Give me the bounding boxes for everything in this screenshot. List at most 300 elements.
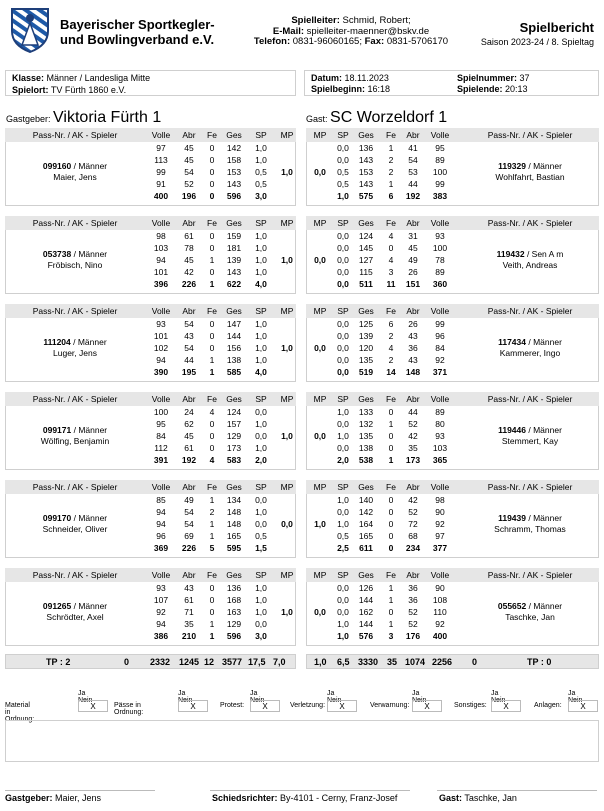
col-header-fe: Fe [386,218,396,228]
check-box[interactable]: X [412,700,442,712]
total-cell: 226 [181,279,197,289]
total-cell: 400 [432,631,448,641]
score-cell: 148 [226,507,242,517]
score-cell: 0 [209,431,215,441]
score-cell: 1,0 [255,607,267,617]
score-cell: 144 [358,595,374,605]
total-cell: 583 [226,455,242,465]
col-header-player: Pass-Nr. / AK - Spieler [487,394,573,404]
match-time-box: Datum: 18.11.2023 Spielbeginn: 16:18 Spielnummer: 37 Spielende: 20:13 [304,70,599,96]
footer-referee-signature: Schiedsrichter: By-4101 - Cerny, Franz-Josef [212,793,398,803]
score-cell: 35 [408,443,418,453]
score-cell: 143 [358,155,374,165]
col-header-sp: SP [255,306,267,316]
player-name: 119439 / Männer Schramm, Thomas [494,513,566,534]
score-cell: 43 [184,583,194,593]
score-cell: 31 [408,231,418,241]
col-header-mp: MP [313,130,327,140]
col-header-fe: Fe [386,482,396,492]
score-cell: 92 [435,355,445,365]
total-cell: 148 [405,367,421,377]
score-cell: 1,0 [255,355,267,365]
col-header-sp: SP [255,394,267,404]
match-point: 0,0 [314,607,326,617]
player-name: 119446 / Männer Stemmert, Kay [498,425,562,446]
player-name: 099170 / Männer Schneider, Oliver [42,513,108,534]
col-header-fe: Fe [207,394,217,404]
score-cell: 0 [209,607,215,617]
total-cell: 390 [153,367,169,377]
score-cell: 0,0 [337,319,349,329]
report-header [0,0,604,64]
score-cell: 1,0 [337,431,349,441]
col-header-abr: Abr [182,570,196,580]
score-cell: 140 [358,495,374,505]
score-cell: 143 [358,179,374,189]
col-header-fe: Fe [207,570,217,580]
player-name: 099160 / Männer Maier, Jens [42,161,108,182]
score-cell: 0 [209,179,215,189]
player-name: 111204 / Männer Luger, Jens [43,337,107,358]
score-cell: 0,0 [337,255,349,265]
score-cell: 153 [358,167,374,177]
score-cell: 52 [408,619,418,629]
away-player-block [306,568,599,646]
score-cell: 84 [435,343,445,353]
away-player-block [306,480,599,558]
score-cell: 126 [358,583,374,593]
total-cell: 365 [432,455,448,465]
col-header-volle: Volle [151,130,171,140]
col-header-mp: MP [313,570,327,580]
score-cell: 159 [226,231,242,241]
match-point: 1,0 [281,431,293,441]
score-cell: 153 [226,167,242,177]
score-cell: 110 [433,607,447,617]
yes-no-label: Ja Nein [491,690,506,704]
check-box[interactable]: X [250,700,280,712]
score-cell: 0,0 [255,495,267,505]
col-header-fe: Fe [386,394,396,404]
total-cell: 6 [388,191,394,201]
score-cell: 165 [226,531,242,541]
match-point: 1,0 [314,519,326,529]
col-header-sp: SP [337,394,349,404]
col-header-volle: Volle [430,306,450,316]
score-cell: 54 [184,167,194,177]
check-box[interactable]: X [78,700,108,712]
score-cell: 61 [184,443,194,453]
score-cell: 54 [408,155,418,165]
col-header-sp: SP [255,570,267,580]
score-cell: 94 [156,255,166,265]
score-cell: 36 [408,595,418,605]
total-cell: 192 [405,191,421,201]
score-cell: 68 [408,531,418,541]
away-player-block [306,128,599,206]
total-cell: 4 [209,455,215,465]
score-cell: 2 [388,155,394,165]
org-name: Bayerischer Sportkegler- und Bowlingverband e.V. [60,17,215,47]
score-cell: 90 [435,583,445,593]
score-cell: 101 [153,267,169,277]
total-cell: 3,0 [255,191,267,201]
score-cell: 45 [184,431,194,441]
col-header-ges: Ges [358,570,374,580]
score-cell: 135 [358,355,374,365]
score-cell: 1,0 [337,619,349,629]
total-cell: 622 [226,279,242,289]
score-cell: 1,0 [255,343,267,353]
score-cell: 124 [226,407,242,417]
col-header-abr: Abr [182,482,196,492]
total-cell: 383 [432,191,448,201]
col-header-ges: Ges [358,130,374,140]
score-cell: 139 [226,255,242,265]
total-cell: 1,0 [337,631,349,641]
total-cell: 611 [359,543,373,553]
score-cell: 0 [209,595,215,605]
score-cell: 36 [408,343,418,353]
score-cell: 0 [209,143,215,153]
score-cell: 24 [184,407,194,417]
col-header-abr: Abr [182,306,196,316]
score-cell: 1,0 [255,155,267,165]
score-cell: 0,0 [255,519,267,529]
score-cell: 54 [184,343,194,353]
total-cell: 2,0 [255,455,267,465]
away-player-block [306,392,599,470]
col-header-mp: MP [313,394,327,404]
score-cell: 2 [388,355,394,365]
yes-no-label: Ja Nein [250,690,265,704]
score-cell: 1,0 [255,419,267,429]
score-cell: 0 [209,267,215,277]
col-header-mp: MP [280,218,294,228]
score-cell: 96 [435,331,445,341]
total-cell: 11 [386,279,396,289]
home-player-block [5,216,296,294]
score-cell: 1 [388,619,394,629]
score-cell: 78 [184,243,194,253]
score-cell: 26 [408,267,418,277]
score-cell: 133 [358,407,374,417]
score-cell: 61 [184,231,194,241]
check-box[interactable]: X [178,700,208,712]
match-class-box: Klasse: Männer / Landesliga Mitte Spielort: TV Fürth 1860 e.V. [5,70,296,96]
score-cell: 125 [358,319,374,329]
col-header-ges: Ges [226,130,242,140]
home-player-block [5,480,296,558]
score-cell: 102 [153,343,169,353]
score-cell: 93 [435,431,445,441]
home-player-block [5,392,296,470]
col-header-sp: SP [337,130,349,140]
score-cell: 4 [388,343,394,353]
score-cell: 44 [184,355,194,365]
col-header-volle: Volle [151,570,171,580]
col-header-ges: Ges [358,482,374,492]
total-cell: 386 [153,631,169,641]
match-point: 0,0 [281,519,293,529]
total-cell: 4,0 [255,279,267,289]
score-cell: 89 [435,407,445,417]
score-cell: 0,5 [337,179,349,189]
score-cell: 181 [226,243,242,253]
score-cell: 0,0 [255,407,267,417]
check-box[interactable]: X [327,700,357,712]
email-link[interactable]: spielleiter-maenner@bskv.de [306,25,430,37]
score-cell: 45 [184,155,194,165]
score-cell: 49 [408,255,418,265]
score-cell: 61 [184,595,194,605]
total-cell: 192 [181,455,197,465]
player-name: 053738 / Männer Fröbisch, Nino [42,249,108,270]
score-cell: 148 [226,519,242,529]
col-header-abr: Abr [406,306,420,316]
score-cell: 45 [184,143,194,153]
col-header-mp: MP [280,306,294,316]
score-cell: 2 [209,507,215,517]
col-header-mp: MP [313,482,327,492]
col-header-sp: SP [337,306,349,316]
score-cell: 1,0 [255,595,267,605]
total-cell: 575 [358,191,374,201]
score-cell: 1,0 [255,319,267,329]
check-box[interactable]: X [491,700,521,712]
col-header-fe: Fe [386,570,396,580]
score-cell: 89 [435,155,445,165]
total-cell: 595 [226,543,242,553]
score-cell: 144 [358,619,374,629]
score-cell: 142 [226,143,242,153]
match-point: 0,0 [314,343,326,353]
total-cell: 4,0 [255,367,267,377]
score-cell: 99 [435,179,445,189]
score-cell: 0 [388,243,394,253]
league-lead-contact: Spielleiter: Schmid, Robert; E-Mail: spielleiter-maenner@bskv.de Telefon: 0831-96060165; Fax: 0831-5706170 [253,15,449,47]
score-cell: 0 [388,507,394,517]
score-cell: 0,0 [337,443,349,453]
score-cell: 0,5 [337,167,349,177]
col-header-sp: SP [255,218,267,228]
col-header-fe: Fe [207,306,217,316]
score-cell: 127 [358,255,374,265]
score-cell: 100 [153,407,169,417]
col-header-ges: Ges [358,394,374,404]
score-cell: 1 [209,495,215,505]
score-cell: 1 [209,619,215,629]
yes-no-label: Ja Nein [178,690,193,704]
score-cell: 92 [156,607,166,617]
yes-no-label: Ja Nein [78,690,93,704]
score-cell: 94 [156,355,166,365]
score-cell: 97 [435,531,445,541]
col-header-mp: MP [313,218,327,228]
score-cell: 0,0 [337,343,349,353]
score-cell: 103 [432,443,448,453]
total-cell: 1 [388,455,394,465]
score-cell: 143 [226,179,242,189]
score-cell: 138 [226,355,242,365]
score-cell: 0 [388,531,394,541]
score-cell: 142 [358,507,374,517]
score-cell: 71 [184,607,194,617]
report-title-block [481,20,594,47]
score-cell: 2 [388,167,394,177]
col-header-mp: MP [280,394,294,404]
away-team-title: Gast: SC Worzeldorf 1 [306,109,448,126]
score-cell: 157 [226,419,242,429]
score-cell: 54 [184,519,194,529]
score-cell: 54 [184,507,194,517]
score-cell: 52 [408,607,418,617]
score-cell: 1 [388,419,394,429]
score-cell: 84 [156,431,166,441]
season-info: Saison 2023-24 / 8. Spieltag [480,37,594,47]
score-cell: 0,5 [255,179,267,189]
col-header-ges: Ges [358,306,374,316]
player-name: 091265 / Männer Schrödter, Axel [42,601,108,622]
match-point: 1,0 [281,343,293,353]
score-cell: 0,0 [337,331,349,341]
score-cell: 173 [226,443,242,453]
score-cell: 41 [408,143,418,153]
total-cell: 585 [226,367,242,377]
col-header-player: Pass-Nr. / AK - Spieler [487,482,573,492]
total-cell: 1 [209,279,215,289]
total-cell: 2,0 [337,455,349,465]
score-cell: 1 [388,143,394,153]
score-cell: 129 [226,619,242,629]
check-box[interactable]: X [568,700,598,712]
col-header-abr: Abr [406,218,420,228]
col-header-volle: Volle [430,482,450,492]
remarks-box[interactable] [5,720,599,762]
col-header-fe: Fe [207,130,217,140]
score-cell: 43 [184,331,194,341]
total-cell: 3 [388,631,394,641]
col-header-abr: Abr [406,482,420,492]
total-cell: 0,0 [337,367,349,377]
footer-away-signature: Gast: Taschke, Jan [439,793,517,803]
match-point: 0,0 [314,431,326,441]
score-cell: 1 [209,355,215,365]
check-label: Verwarnung: [370,702,410,709]
total-cell: 14 [386,367,396,377]
score-cell: 0 [209,443,215,453]
score-cell: 1,0 [337,495,349,505]
score-cell: 0 [388,443,394,453]
report-title: Spielbericht [519,20,594,35]
score-cell: 0 [388,407,394,417]
away-player-block [306,216,599,294]
check-label: Verletzung: [290,702,326,709]
player-name: 119329 / Männer Wohlfahrt, Bastian [495,161,565,182]
check-label: Sonstiges: [454,702,487,709]
col-header-sp: SP [337,218,349,228]
score-cell: 0,0 [337,267,349,277]
score-cell: 0,0 [337,143,349,153]
score-cell: 132 [358,419,374,429]
score-cell: 103 [153,243,169,253]
score-cell: 69 [184,531,194,541]
player-name: 117434 / Männer Kammerer, Ingo [498,337,562,358]
score-cell: 49 [184,495,194,505]
col-header-player: Pass-Nr. / AK - Spieler [32,130,118,140]
col-header-fe: Fe [207,218,217,228]
home-totals-row: TP : 2 0 2332 1245 12 3577 17,5 7,0 [5,654,296,669]
col-header-player: Pass-Nr. / AK - Spieler [487,570,573,580]
score-cell: 1,0 [255,231,267,241]
score-cell: 134 [226,495,242,505]
score-cell: 138 [358,443,374,453]
total-cell: 1 [209,631,215,641]
away-totals-row: 1,0 6,5 3330 35 1074 2256 0 TP : 0 [306,654,599,669]
total-cell: 5 [209,543,215,553]
score-cell: 26 [408,319,418,329]
total-cell: 360 [432,279,448,289]
bskv-logo-icon [8,5,52,53]
score-cell: 97 [156,143,166,153]
col-header-player: Pass-Nr. / AK - Spieler [487,130,573,140]
col-header-player: Pass-Nr. / AK - Spieler [32,218,118,228]
check-label: Pässe in Ordnung: [114,702,144,716]
score-cell: 89 [435,267,445,277]
total-cell: 0 [209,191,215,201]
score-cell: 44 [408,179,418,189]
score-cell: 147 [226,319,242,329]
score-cell: 80 [435,419,445,429]
score-cell: 93 [156,583,166,593]
score-cell: 0 [388,519,394,529]
col-header-volle: Volle [430,394,450,404]
match-point: 0,0 [314,255,326,265]
total-cell: 195 [181,367,197,377]
col-header-ges: Ges [358,218,374,228]
score-cell: 0,0 [337,607,349,617]
match-point: 1,0 [281,255,293,265]
col-header-mp: MP [313,306,327,316]
col-header-volle: Volle [151,482,171,492]
score-cell: 0 [388,607,394,617]
score-cell: 53 [408,167,418,177]
check-label: Protest: [220,702,245,709]
col-header-sp: SP [337,482,349,492]
score-cell: 139 [358,331,374,341]
score-cell: 108 [432,595,448,605]
score-cell: 0,0 [337,243,349,253]
score-cell: 129 [226,431,242,441]
score-cell: 1,0 [255,243,267,253]
score-cell: 95 [156,419,166,429]
score-cell: 100 [432,167,448,177]
score-cell: 0 [209,155,215,165]
score-cell: 0 [209,243,215,253]
score-cell: 99 [435,319,445,329]
col-header-sp: SP [255,482,267,492]
score-cell: 165 [358,531,374,541]
score-cell: 0 [209,231,215,241]
score-cell: 136 [226,583,242,593]
col-header-abr: Abr [406,130,420,140]
score-cell: 2 [388,331,394,341]
score-cell: 42 [408,431,418,441]
total-cell: 226 [181,543,197,553]
score-cell: 1 [209,255,215,265]
col-header-ges: Ges [226,570,242,580]
total-cell: 234 [405,543,421,553]
